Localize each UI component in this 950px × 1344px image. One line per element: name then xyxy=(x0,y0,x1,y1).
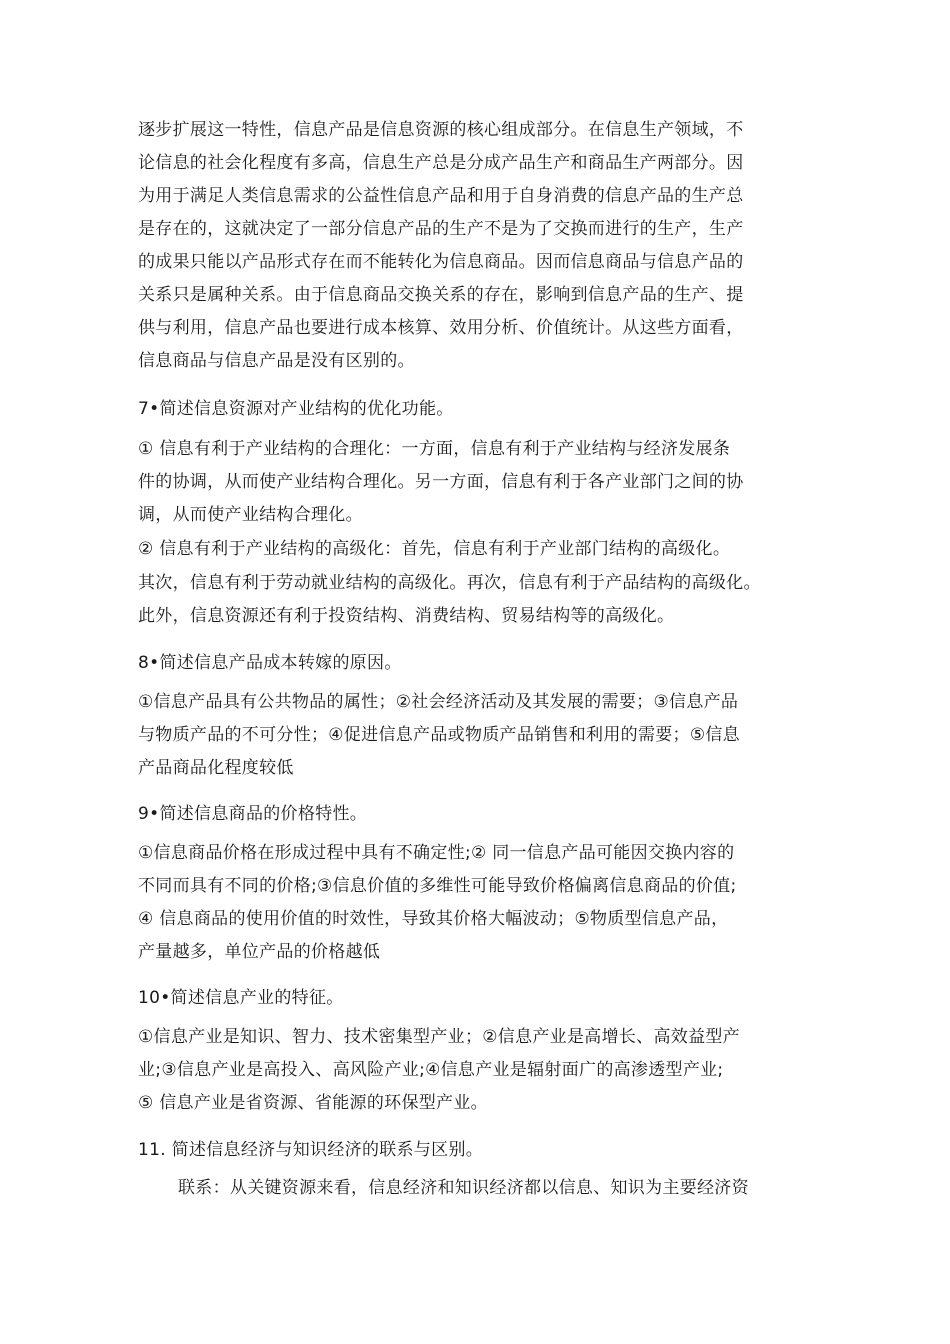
answer-line: 产品商品化程度较低 xyxy=(138,758,294,778)
paragraph-line: 供与利用，信息产品也要进行成本核算、效用分析、价值统计。从这些方面看， xyxy=(138,318,744,338)
answer-line: ①信息商品价格在形成过程中具有不确定性;② 同一信息产品可能因交换内容的 xyxy=(138,843,735,863)
answer-line: 产量越多，单位产品的价格越低 xyxy=(138,942,381,962)
paragraph-line: 信息商品与信息产品是没有区别的。 xyxy=(138,351,415,371)
paragraph-line: 关系只是属种关系。由于信息商品交换关系的存在，影响到信息产品的生产、提 xyxy=(138,285,744,305)
answer-line: ①信息产业是知识、智力、技术密集型产业；②信息产业是高增长、高效益型产 xyxy=(138,1027,740,1047)
answer-line: ⑤ 信息产业是省资源、省能源的环保型产业。 xyxy=(138,1093,488,1113)
question-heading: 8•简述信息产品成本转嫁的原因。 xyxy=(138,653,402,673)
answer-line: ② 信息有利于产业结构的高级化：首先，信息有利于产业部门结构的高级化。 xyxy=(138,539,731,559)
paragraph-line: 论信息的社会化程度有多高，信息生产总是分成产品生产和商品生产两部分。因 xyxy=(138,153,744,173)
answer-line: ①信息产品具有公共物品的属性；②社会经济活动及其发展的需要；③信息产品 xyxy=(138,692,739,712)
answer-line: 调，从而使产业结构合理化。 xyxy=(138,505,363,525)
question-heading: 9•简述信息商品的价格特性。 xyxy=(138,804,368,824)
answer-line: 件的协调，从而使产业结构合理化。另一方面，信息有利于各产业部门之间的协 xyxy=(138,472,744,492)
answer-line: ④ 信息商品的使用价值的时效性，导致其价格大幅波动；⑤物质型信息产品， xyxy=(138,909,729,929)
answer-line: 其次，信息有利于劳动就业结构的高级化。再次，信息有利于产品结构的高级化。 xyxy=(138,573,761,593)
paragraph-line: 为用于满足人类信息需求的公益性信息产品和用于自身消费的信息产品的生产总 xyxy=(138,186,744,206)
answer-line: 不同而具有不同的价格;③信息价值的多维性可能导致价格偏离信息商品的价值; xyxy=(138,876,737,896)
paragraph-line: 是存在的，这就决定了一部分信息产品的生产不是为了交换而进行的生产，生产 xyxy=(138,219,744,239)
question-heading: 11. 简述信息经济与知识经济的联系与区别。 xyxy=(138,1140,484,1160)
paragraph-line: 的成果只能以产品形式存在而不能转化为信息商品。因而信息商品与信息产品的 xyxy=(138,252,744,272)
answer-line: 与物质产品的不可分性；④促进信息产品或物质产品销售和利用的需要；⑤信息 xyxy=(138,725,740,745)
answer-line: 此外，信息资源还有利于投资结构、消费结构、贸易结构等的高级化。 xyxy=(138,606,675,626)
question-heading: 10•简述信息产业的特征。 xyxy=(138,988,344,1008)
answer-line: 联系：从关键资源来看，信息经济和知识经济都以信息、知识为主要经济资 xyxy=(178,1178,749,1198)
answer-line: 业;③信息产业是高投入、高风险产业;④信息产业是辐射面广的高渗透型产业; xyxy=(138,1060,724,1080)
answer-line: ① 信息有利于产业结构的合理化：一方面，信息有利于产业结构与经济发展条 xyxy=(138,439,731,459)
question-heading: 7•简述信息资源对产业结构的优化功能。 xyxy=(138,399,454,419)
paragraph-line: 逐步扩展这一特性，信息产品是信息资源的核心组成部分。在信息生产领域，不 xyxy=(138,120,744,140)
